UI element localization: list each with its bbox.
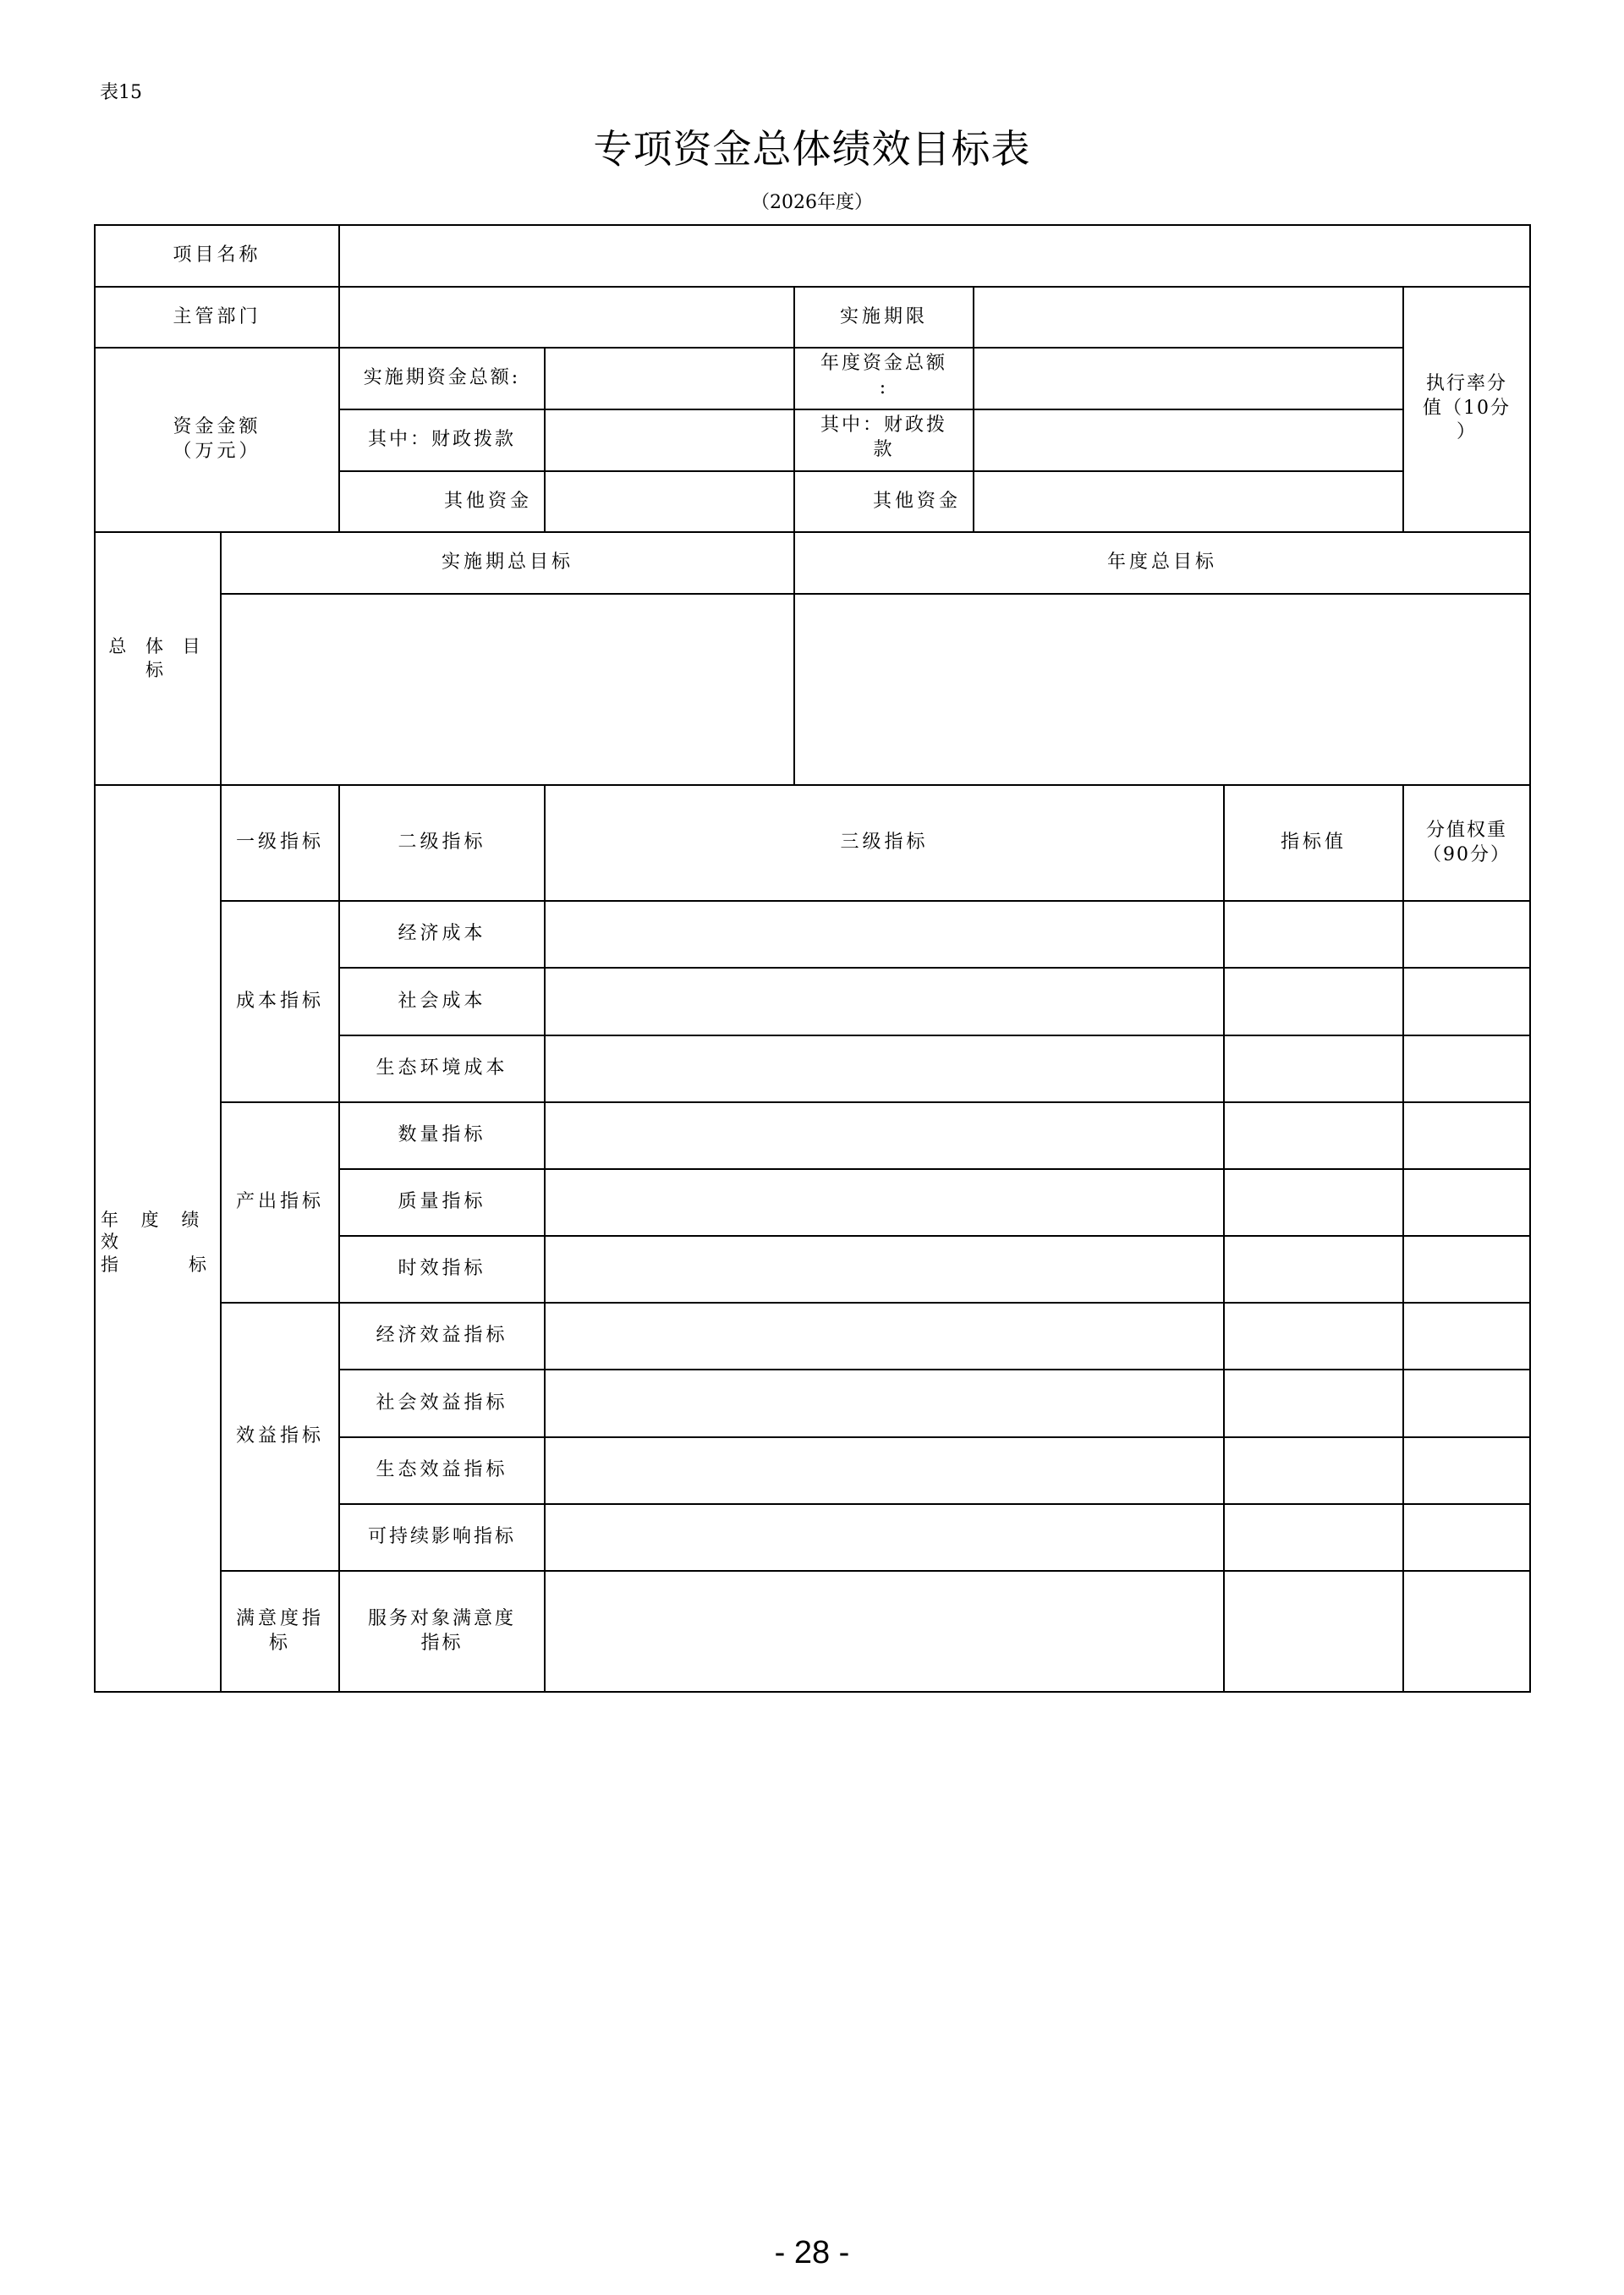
level3-indicator-field[interactable] bbox=[544, 1035, 1225, 1103]
annual-other-field[interactable] bbox=[973, 470, 1404, 533]
project-name-field[interactable] bbox=[338, 224, 1531, 288]
indicator-value-field[interactable] bbox=[1223, 1168, 1404, 1237]
level2-item: 服务对象满意度 指标 bbox=[338, 1570, 546, 1693]
level2-item: 质量指标 bbox=[338, 1168, 546, 1237]
page-subtitle-year: （2026年度） bbox=[751, 192, 873, 213]
period-other-label: 其他资金 bbox=[338, 470, 546, 533]
level3-indicator-field[interactable] bbox=[544, 1503, 1225, 1572]
level2-item: 经济效益指标 bbox=[338, 1302, 546, 1370]
score-weight-field[interactable] bbox=[1402, 1369, 1531, 1438]
period-goal-header: 实施期总目标 bbox=[220, 531, 795, 595]
indicator-value-field[interactable] bbox=[1223, 1235, 1404, 1304]
period-label: 实施期限 bbox=[793, 286, 974, 349]
annual-goal-header: 年度总目标 bbox=[793, 531, 1531, 595]
department-field[interactable] bbox=[338, 286, 795, 349]
score-weight-field[interactable] bbox=[1402, 1235, 1531, 1304]
score-weight-field[interactable] bbox=[1402, 1035, 1531, 1103]
level3-indicator-field[interactable] bbox=[544, 1101, 1225, 1170]
department-label: 主管部门 bbox=[94, 286, 340, 349]
level1-output: 产出指标 bbox=[220, 1101, 340, 1304]
indicator-value-field[interactable] bbox=[1223, 900, 1404, 969]
score-weight-field[interactable] bbox=[1402, 900, 1531, 969]
level3-indicator-field[interactable] bbox=[544, 900, 1225, 969]
annual-fiscal-field[interactable] bbox=[973, 409, 1404, 472]
indicator-value-field[interactable] bbox=[1223, 1302, 1404, 1370]
funding-amount-label: 资金金额 （万元） bbox=[94, 347, 340, 533]
level2-item: 时效指标 bbox=[338, 1235, 546, 1304]
score-weight-field[interactable] bbox=[1402, 1168, 1531, 1237]
period-total-field[interactable] bbox=[544, 347, 795, 410]
score-weight-field[interactable] bbox=[1402, 1570, 1531, 1693]
period-goal-field[interactable] bbox=[220, 593, 795, 786]
level1-cost: 成本指标 bbox=[220, 900, 340, 1103]
level3-indicator-field[interactable] bbox=[544, 1570, 1225, 1693]
level2-item: 经济成本 bbox=[338, 900, 546, 969]
header-level1: 一级指标 bbox=[220, 784, 340, 902]
level2-item: 社会成本 bbox=[338, 967, 546, 1036]
level3-indicator-field[interactable] bbox=[544, 967, 1225, 1036]
indicator-value-field[interactable] bbox=[1223, 967, 1404, 1036]
level1-benefit: 效益指标 bbox=[220, 1302, 340, 1572]
level1-satisfaction: 满意度指 标 bbox=[220, 1570, 340, 1693]
table-number: 表15 bbox=[100, 82, 142, 103]
score-weight-field[interactable] bbox=[1402, 1302, 1531, 1370]
annual-total-field[interactable] bbox=[973, 347, 1404, 410]
level2-item: 生态效益指标 bbox=[338, 1436, 546, 1505]
level2-item: 生态环境成本 bbox=[338, 1035, 546, 1103]
indicator-value-field[interactable] bbox=[1223, 1101, 1404, 1170]
page-number: - 28 - bbox=[774, 2235, 850, 2270]
project-name-label: 项目名称 bbox=[94, 224, 340, 288]
period-total-label: 实施期资金总额: bbox=[338, 347, 546, 410]
level3-indicator-field[interactable] bbox=[544, 1302, 1225, 1370]
header-level3: 三级指标 bbox=[544, 784, 1225, 902]
period-fiscal-field[interactable] bbox=[544, 409, 795, 472]
level2-item: 数量指标 bbox=[338, 1101, 546, 1170]
overall-goals-label: 总 体 目 标 bbox=[94, 531, 222, 786]
indicator-value-field[interactable] bbox=[1223, 1035, 1404, 1103]
annual-fiscal-label: 其中：财政拨 款 bbox=[793, 409, 974, 472]
period-fiscal-label: 其中：财政拨款 bbox=[338, 409, 546, 472]
indicator-value-field[interactable] bbox=[1223, 1369, 1404, 1438]
indicator-value-field[interactable] bbox=[1223, 1436, 1404, 1505]
level3-indicator-field[interactable] bbox=[544, 1168, 1225, 1237]
period-field[interactable] bbox=[973, 286, 1404, 349]
period-other-field[interactable] bbox=[544, 470, 795, 533]
annual-other-label: 其他资金 bbox=[793, 470, 974, 533]
score-weight-field[interactable] bbox=[1402, 1503, 1531, 1572]
header-value: 指标值 bbox=[1223, 784, 1404, 902]
score-weight-field[interactable] bbox=[1402, 1101, 1531, 1170]
score-weight-field[interactable] bbox=[1402, 967, 1531, 1036]
level3-indicator-field[interactable] bbox=[544, 1436, 1225, 1505]
annual-indicators-label: 年 度 绩 效 指 标 bbox=[94, 784, 222, 1693]
annual-goal-field[interactable] bbox=[793, 593, 1531, 786]
page-title: 专项资金总体绩效目标表 bbox=[593, 126, 1031, 172]
level3-indicator-field[interactable] bbox=[544, 1369, 1225, 1438]
header-level2: 二级指标 bbox=[338, 784, 546, 902]
indicator-value-field[interactable] bbox=[1223, 1570, 1404, 1693]
indicator-value-field[interactable] bbox=[1223, 1503, 1404, 1572]
execution-rate-score-label: 执行率分 值（10分 ） bbox=[1402, 286, 1531, 533]
annual-total-label: 年度资金总额 : bbox=[793, 347, 974, 410]
header-weight: 分值权重 （90分） bbox=[1402, 784, 1531, 902]
score-weight-field[interactable] bbox=[1402, 1436, 1531, 1505]
level2-item: 可持续影响指标 bbox=[338, 1503, 546, 1572]
level2-item: 社会效益指标 bbox=[338, 1369, 546, 1438]
level3-indicator-field[interactable] bbox=[544, 1235, 1225, 1304]
